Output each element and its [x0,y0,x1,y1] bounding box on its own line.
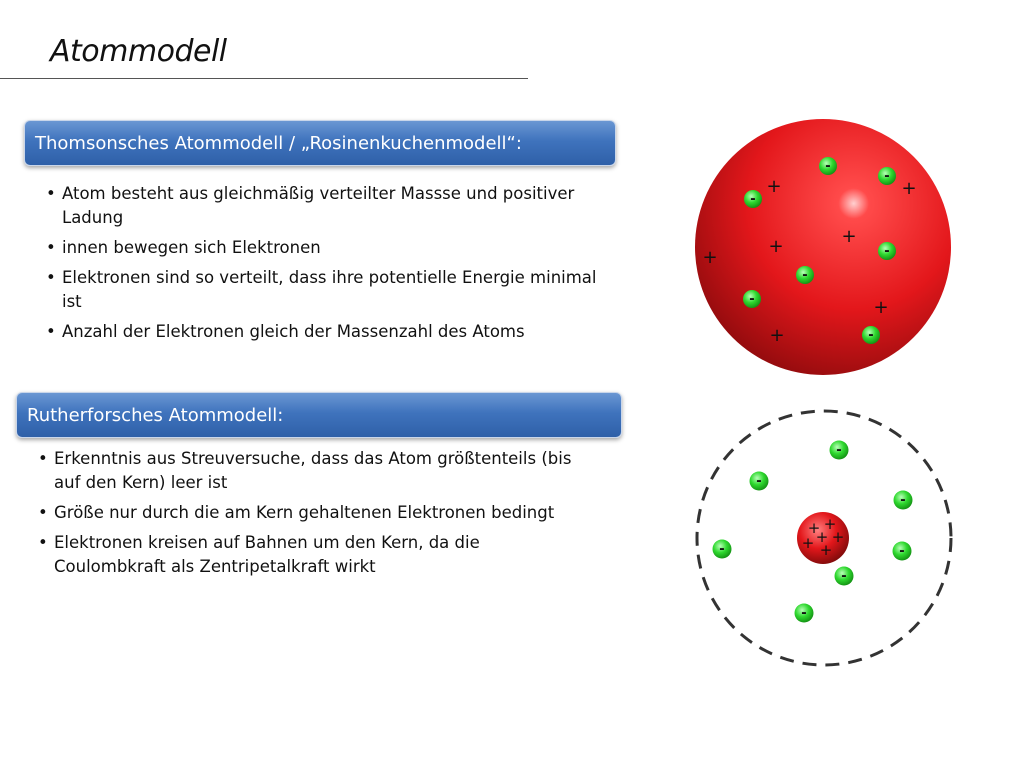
electron-symbol: - [841,569,847,584]
svg-text:+: + [873,297,889,318]
electron-symbol: - [868,328,874,343]
list-item: • Größe nur durch die am Kern gehaltenen Elektronen bedingt [36,501,596,525]
electron-symbol: - [802,268,808,283]
section-header-thomson: Thomsonsches Atommodell / „Rosinenkuchenmodell“: [24,120,616,166]
positive-sphere [695,119,951,375]
electron-symbol: - [825,159,831,174]
svg-text:+: + [901,178,917,199]
svg-text:+: + [823,515,837,533]
thomson-bullet-list [44,182,604,350]
rutherford-bullet-list [36,447,596,585]
rutherford-atom-illustration [690,398,958,670]
electron-symbol: - [884,169,890,184]
svg-text:+: + [769,325,785,346]
electron-symbol: - [719,542,725,557]
list-item: • Atom besteht aus gleichmäßig verteilter Massse und positiver Ladung [44,182,604,230]
svg-text:+: + [702,247,718,268]
svg-text:+: + [815,528,829,546]
section-header-rutherford: Rutherforsches Atommodell: [16,392,622,438]
svg-text:+: + [801,534,815,552]
electron-symbol: - [756,474,762,489]
electron-symbol: - [899,544,905,559]
svg-text:+: + [807,519,821,537]
list-item: • Anzahl der Elektronen gleich der Massenzahl des Atoms [44,320,604,344]
electron-symbol: - [884,244,890,259]
electron-symbol: - [749,292,755,307]
list-item: • Elektronen kreisen auf Bahnen um den Kern, da die Coulombkraft als Zentripetalkraft wirkt [36,531,596,579]
thomson-atom-illustration [690,116,960,378]
electron-symbol: - [836,443,842,458]
slide-title: Atommodell [50,34,227,69]
electron-symbol: - [801,606,807,621]
svg-text:+: + [819,541,833,559]
electron-symbol: - [750,192,756,207]
list-item: • innen bewegen sich Elektronen [44,236,604,260]
list-item: • Erkenntnis aus Streuversuche, dass das Atom größtenteils (bis auf den Kern) leer ist [36,447,596,495]
svg-text:+: + [766,176,782,197]
svg-text:+: + [831,528,845,546]
title-divider [0,78,528,79]
svg-text:+: + [841,226,857,247]
svg-text:+: + [768,236,784,257]
electron-symbol: - [900,493,906,508]
list-item: • Elektronen sind so verteilt, dass ihre potentielle Energie minimal ist [44,266,604,314]
